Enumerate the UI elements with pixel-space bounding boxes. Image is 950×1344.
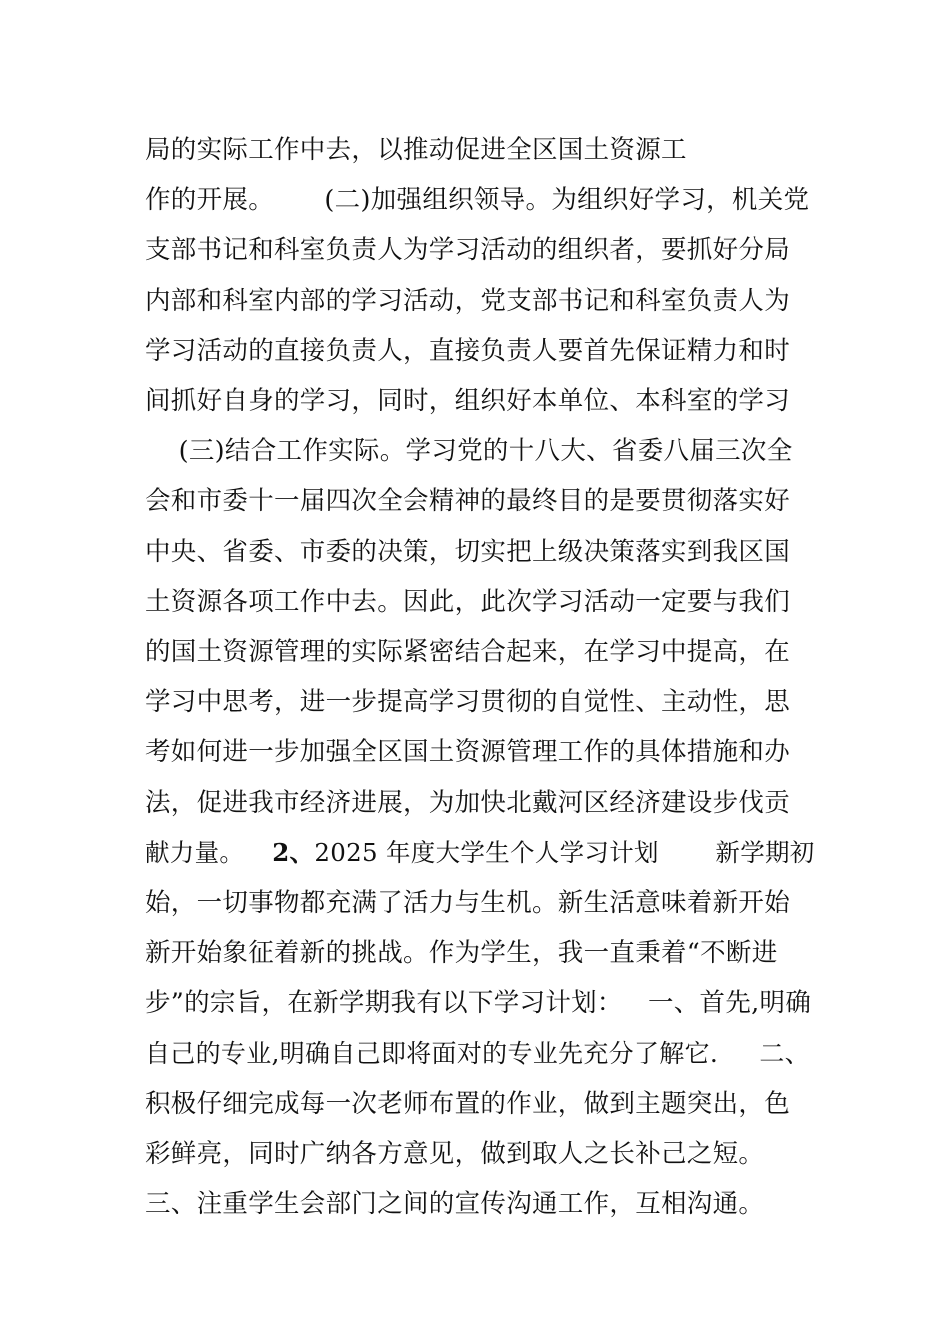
text-line: 间抓好自身的学习，同时，组织好本单位、本科室的学习 bbox=[145, 386, 791, 416]
text-line: 三、注重学生会部门之间的宣传沟通工作，互相沟通。 bbox=[145, 1189, 765, 1219]
text-line: 学习中思考，进一步提高学习贯彻的自觉性、主动性，思 bbox=[145, 687, 791, 717]
text-line: 土资源各项工作中去。因此，此次学习活动一定要与我们 bbox=[145, 587, 791, 617]
text-line: 考如何进一步加强全区国土资源管理工作的具体措施和办 bbox=[145, 737, 791, 767]
text-line: 的国土资源管理的实际紧密结合起来，在学习中提高，在 bbox=[145, 637, 791, 667]
text-fragment: 献力量。 bbox=[145, 838, 245, 867]
text-line: 学习活动的直接负责人，直接负责人要首先保证精力和时 bbox=[145, 336, 791, 366]
text-line: 步”的宗旨，在新学期我有以下学习计划： 一、首先,明确 bbox=[145, 988, 812, 1018]
text-line: 自己的专业,明确自己即将面对的专业先充分了解它. 二、 bbox=[145, 1039, 810, 1068]
text-line-section-2 bbox=[145, 836, 815, 870]
text-line: (三)结合工作实际。学习党的十八大、省委八届三次全 bbox=[145, 436, 793, 466]
text-line: 始，一切事物都充满了活力与生机。新生活意味着新开始 bbox=[145, 888, 791, 918]
text-line: 中央、省委、市委的决策，切实把上级决策落实到我区国 bbox=[145, 537, 791, 567]
text-line: 积极仔细完成每一次老师布置的作业，做到主题突出，色 bbox=[145, 1089, 791, 1119]
text-line: 新开始象征着新的挑战。作为学生，我一直秉着“不断进 bbox=[145, 938, 778, 968]
text-line: 内部和科室内部的学习活动，党支部书记和科室负责人为 bbox=[145, 286, 791, 316]
section-heading: 2025 年度大学生个人学习计划 新学期初 bbox=[314, 838, 815, 867]
text-line: 作的开展。 (二)加强组织领导。为组织好学习，机关党 bbox=[145, 185, 810, 215]
text-line: 会和市委十一届四次全会精神的最终目的是要贯彻落实好 bbox=[145, 486, 791, 516]
text-line: 法，促进我市经济进展，为加快北戴河区经济建设步伐贡 bbox=[145, 788, 791, 818]
text-line: 局的实际工作中去，以推动促进全区国土资源工 bbox=[145, 135, 687, 165]
section-number: 2、 bbox=[272, 838, 315, 867]
text-line: 支部书记和科室负责人为学习活动的组织者，要抓好分局 bbox=[145, 235, 791, 265]
text-line: 彩鲜亮，同时广纳各方意见，做到取人之长补己之短。 bbox=[145, 1139, 765, 1169]
